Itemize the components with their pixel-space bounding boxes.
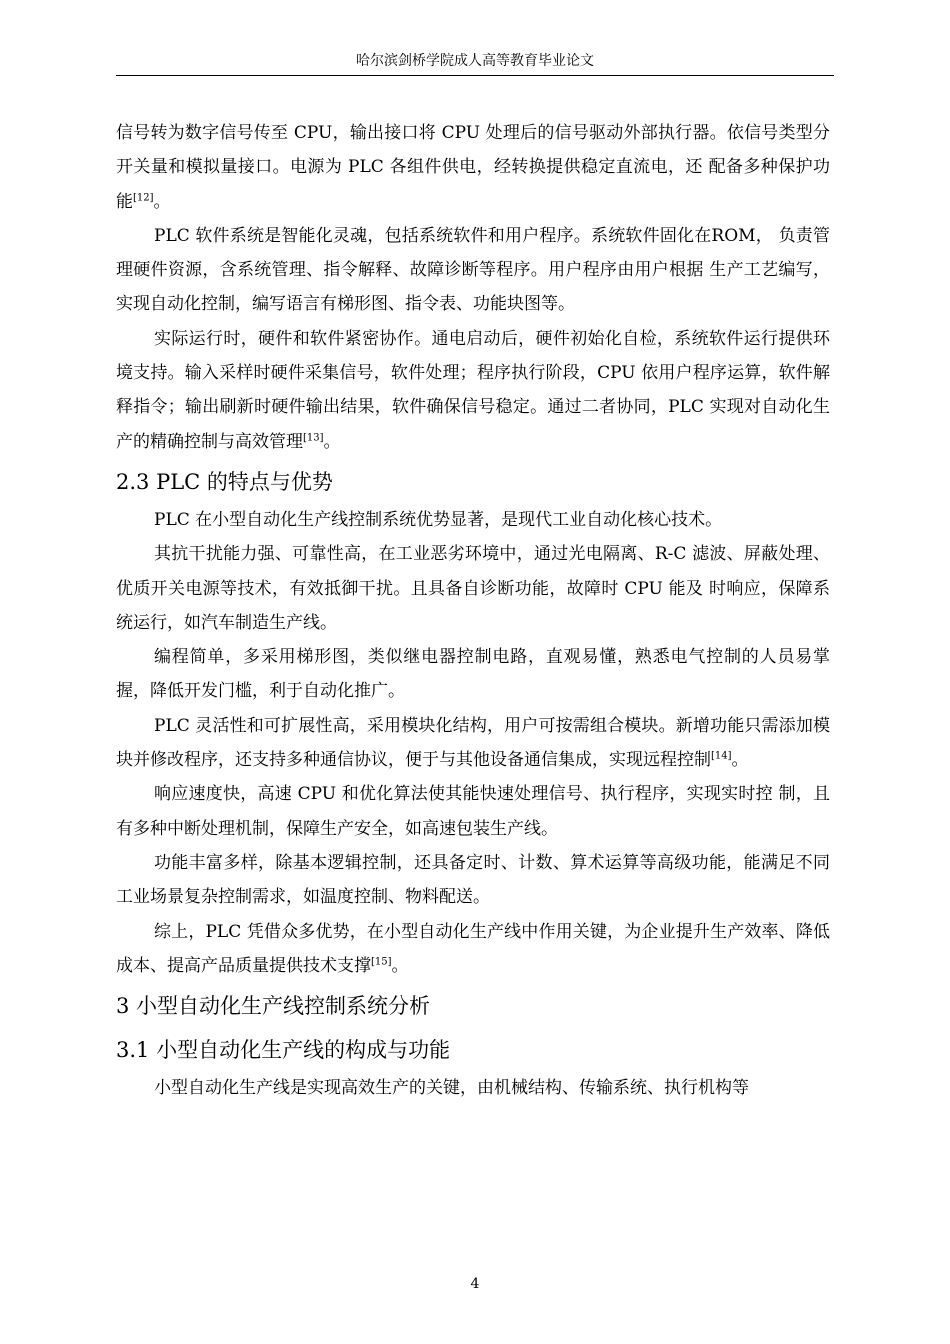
paragraph-11: 小型自动化生产线是实现高效生产的关键，由机械结构、传输系统、执行机构等 bbox=[154, 1078, 749, 1099]
section-heading-2-3: 2.3 PLC 的特点与优势 bbox=[116, 469, 333, 494]
paragraph-5: 其抗干扰能力强、可靠性高，在工业恶劣环境中，通过光电隔离、R-C 滤波、屏蔽处理、优质开关电源等技术，有效抵御干扰。且具备自诊断功能，故障时 CPU 能及 时响应，保障系统运行，如汽车制造生产线。 bbox=[116, 544, 830, 633]
section-heading-3-1: 3.1 小型自动化生产线的构成与功能 bbox=[116, 1038, 451, 1063]
page-header: 哈尔滨剑桥学院成人高等教育毕业论文 bbox=[356, 53, 594, 69]
document-body bbox=[116, 116, 830, 1105]
paragraph-7: PLC 灵活性和可扩展性高，采用模块化结构，用户可按需组合模块。新增功能只需添加模块并修改程序，还支持多种通信协议，便于与其他设备通信集成，实现远程控制[14]。 bbox=[116, 715, 830, 771]
header-divider bbox=[116, 75, 834, 76]
paragraph-3: 实际运行时，硬件和软件紧密协作。通电启动后，硬件初始化自检，系统软件运行提供环境支持。输入采样时硬件采集信号，软件处理；程序执行阶段，CPU 依用户程序运算，软件解释指令；输出刷新时硬件输出结果，软件确保信号稳定。通过二者协同，PLC 实现对自动化生产的精确控制与高效管理[13]。 bbox=[116, 328, 830, 452]
paragraph-9: 功能丰富多样，除基本逻辑控制，还具备定时、计数、算术运算等高级功能，能满足不同工业场景复杂控制需求，如温度控制、物料配送。 bbox=[116, 852, 830, 908]
paragraph-6: 编程简单，多采用梯形图，类似继电器控制电路，直观易懂，熟悉电气控制的人员易掌握，降低开发门槛，利于自动化推广。 bbox=[116, 647, 830, 702]
page-number: 4 bbox=[470, 1276, 480, 1292]
paragraph-4: PLC 在小型自动化生产线控制系统优势显著，是现代工业自动化核心技术。 bbox=[154, 509, 723, 530]
paragraph-10: 综上，PLC 凭借众多优势，在小型自动化生产线中作用关键，为企业提升生产效率、降低成本、提高产品质量提供技术支撑[15]。 bbox=[116, 921, 830, 976]
paragraph-2: PLC 软件系统是智能化灵魂，包括系统软件和用户程序。系统软件固化在ROM， 负责管理硬件资源，含系统管理、指令解释、故障诊断等程序。用户程序由用户根据 生产工艺编写，实现自动化控制，编写语言有梯形图、指令表、功能块图等。 bbox=[116, 225, 830, 315]
paragraph-1: 信号转为数字信号传至 CPU，输出接口将 CPU 处理后的信号驱动外部执行器。依信号类型分开关量和模拟量接口。电源为 PLC 各组件供电，经转换提供稳定直流电，还 配备多种保护功能[12]。 bbox=[116, 123, 830, 212]
paragraph-8: 响应速度快，高速 CPU 和优化算法使其能快速处理信号、执行程序，实现实时控 制，且有多种中断处理机制，保障生产安全，如高速包装生产线。 bbox=[116, 784, 830, 839]
chapter-heading-3: 3 小型自动化生产线控制系统分析 bbox=[116, 994, 431, 1019]
